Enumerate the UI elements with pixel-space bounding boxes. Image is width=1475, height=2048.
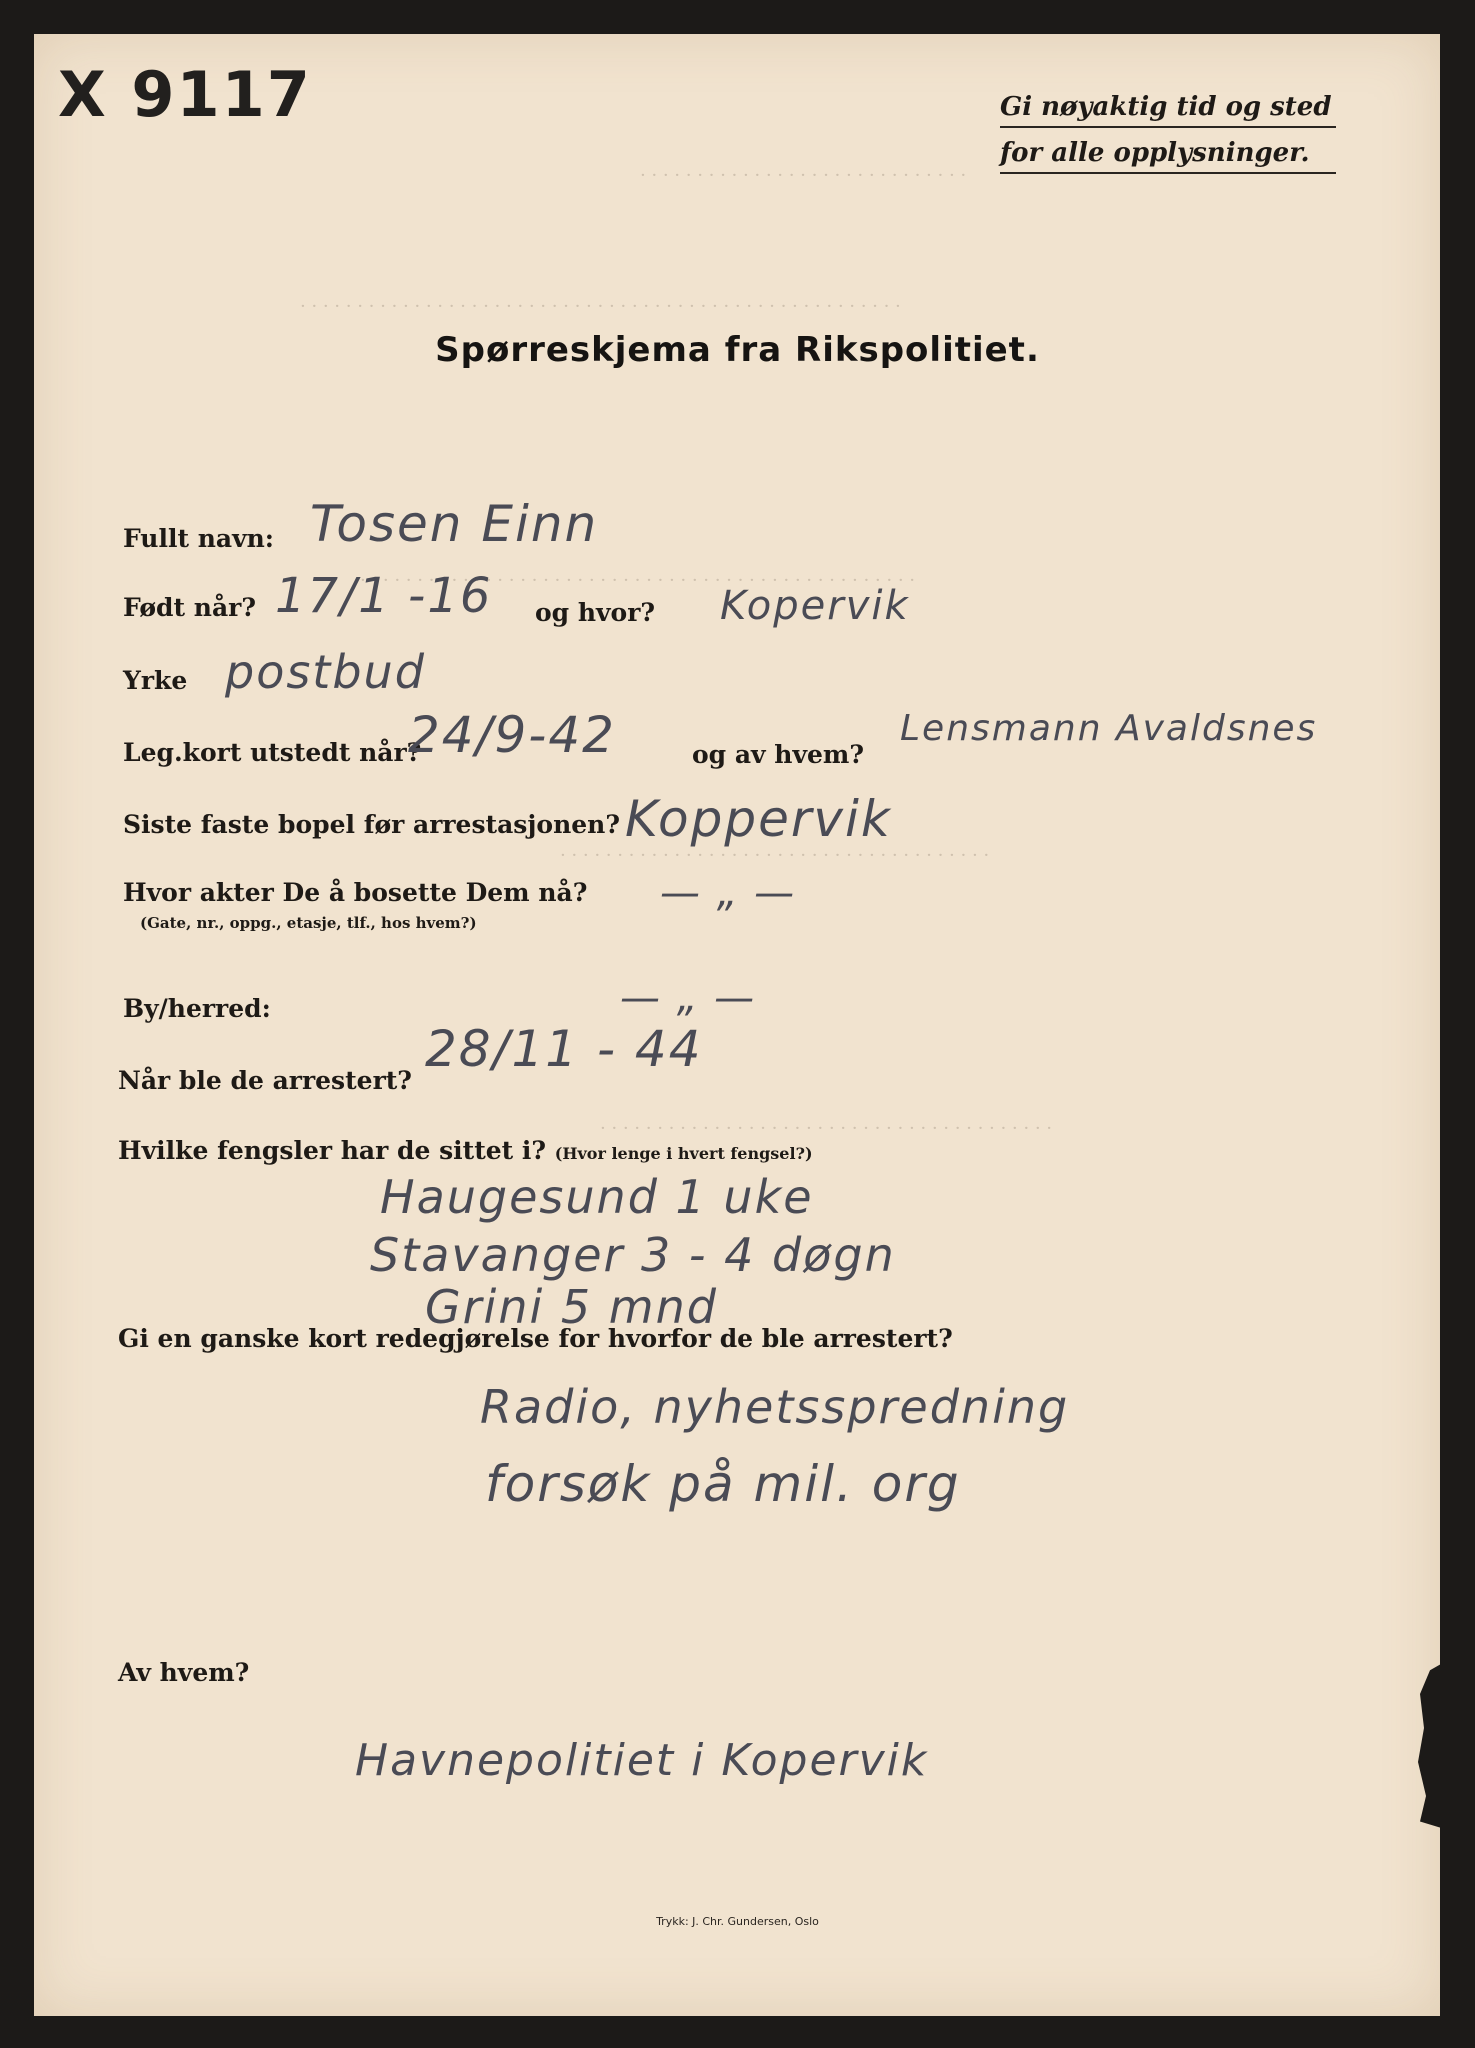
value-arrest-reason-2: forsøk på mil. org	[485, 1455, 961, 1513]
bleed-through-text: · · · · · · · · · · · · · · · · · · · · · · · · · · · · · · · · · · · · · · · · · · · · · · · · ·	[360, 570, 916, 591]
sublabel-prisons: (Hvor lenge i hvert fengsel?)	[554, 1144, 813, 1163]
label-birth-date: Født når?	[123, 593, 256, 622]
label-arrest-reason: Gi en ganske kort redegjørelse for hvorfor de ble arrestert?	[118, 1324, 953, 1353]
value-occupation: postbud	[225, 645, 426, 699]
value-prison-1: Haugesund 1 uke	[380, 1170, 814, 1224]
value-prison-3: Grini 5 mnd	[425, 1280, 718, 1334]
value-future-residence: — „ —	[660, 870, 797, 916]
label-future-residence: Hvor akter De å bosette Dem nå?	[123, 878, 588, 907]
label-full-name: Fullt navn:	[123, 524, 275, 553]
label-birth-place: og hvor?	[535, 598, 656, 627]
value-arrested-by: Havnepolitiet i Kopervik	[355, 1735, 929, 1786]
instruction-notice	[1000, 92, 1336, 184]
label-arrest-date: Når ble de arrestert?	[118, 1066, 412, 1095]
value-prison-2: Stavanger 3 - 4 døgn	[370, 1228, 896, 1282]
label-prisons	[118, 1136, 813, 1165]
bleed-through-text: · · · · · · · · · · · · · · · · · · · · · · · · · · · · · · · · · · · · · · · ·	[600, 1118, 1053, 1139]
notice-line: for alle opplysninger.	[1000, 138, 1336, 174]
label-id-issued: Leg.kort utstedt når?	[123, 738, 422, 767]
bleed-through-text: · · · · · · · · · · · · · · · · · · · · · · · · · · · · · · · · · · · · · ·	[560, 845, 990, 866]
form-title: Spørreskjema fra Rikspolitiet.	[435, 330, 1040, 370]
bleed-through-text: · · · · · · · · · · · · · · · · · · · · · · · · · · · · · · · · · · · · · · · · · · · · · · · · · · · · ·	[300, 296, 901, 317]
value-arrest-date: 28/11 - 44	[425, 1020, 703, 1078]
label-municipality: By/herred:	[123, 994, 271, 1023]
value-last-residence: Koppervik	[625, 790, 892, 848]
value-id-issuer: Lensmann Avaldsnes	[900, 708, 1318, 749]
label-last-residence: Siste faste bopel før arrestasjonen?	[123, 810, 620, 839]
value-id-issued: 24/9-42	[408, 706, 616, 764]
sublabel-future-residence: (Gate, nr., oppg., etasje, tlf., hos hvem?)	[140, 914, 477, 932]
label-arrested-by: Av hvem?	[118, 1658, 250, 1687]
value-birth-date: 17/1 -16	[275, 568, 493, 624]
value-full-name: Tosen Einn	[310, 495, 599, 553]
value-birth-place: Kopervik	[720, 583, 910, 629]
bleed-through-text: · · · · · · · · · · · · · · · · · · · · · · · · · · · · ·	[640, 165, 967, 186]
label-id-issuer: og av hvem?	[692, 740, 864, 769]
label-prisons-main: Hvilke fengsler har de sittet i?	[118, 1136, 547, 1165]
value-arrest-reason-1: Radio, nyhetsspredning	[480, 1380, 1070, 1434]
label-occupation: Yrke	[123, 666, 188, 695]
notice-line: Gi nøyaktig tid og sted	[1000, 92, 1336, 128]
archive-mark: X 9117	[58, 58, 312, 131]
printer-imprint: Trykk: J. Chr. Gundersen, Oslo	[656, 1915, 819, 1928]
value-municipality: — „ —	[620, 975, 757, 1021]
